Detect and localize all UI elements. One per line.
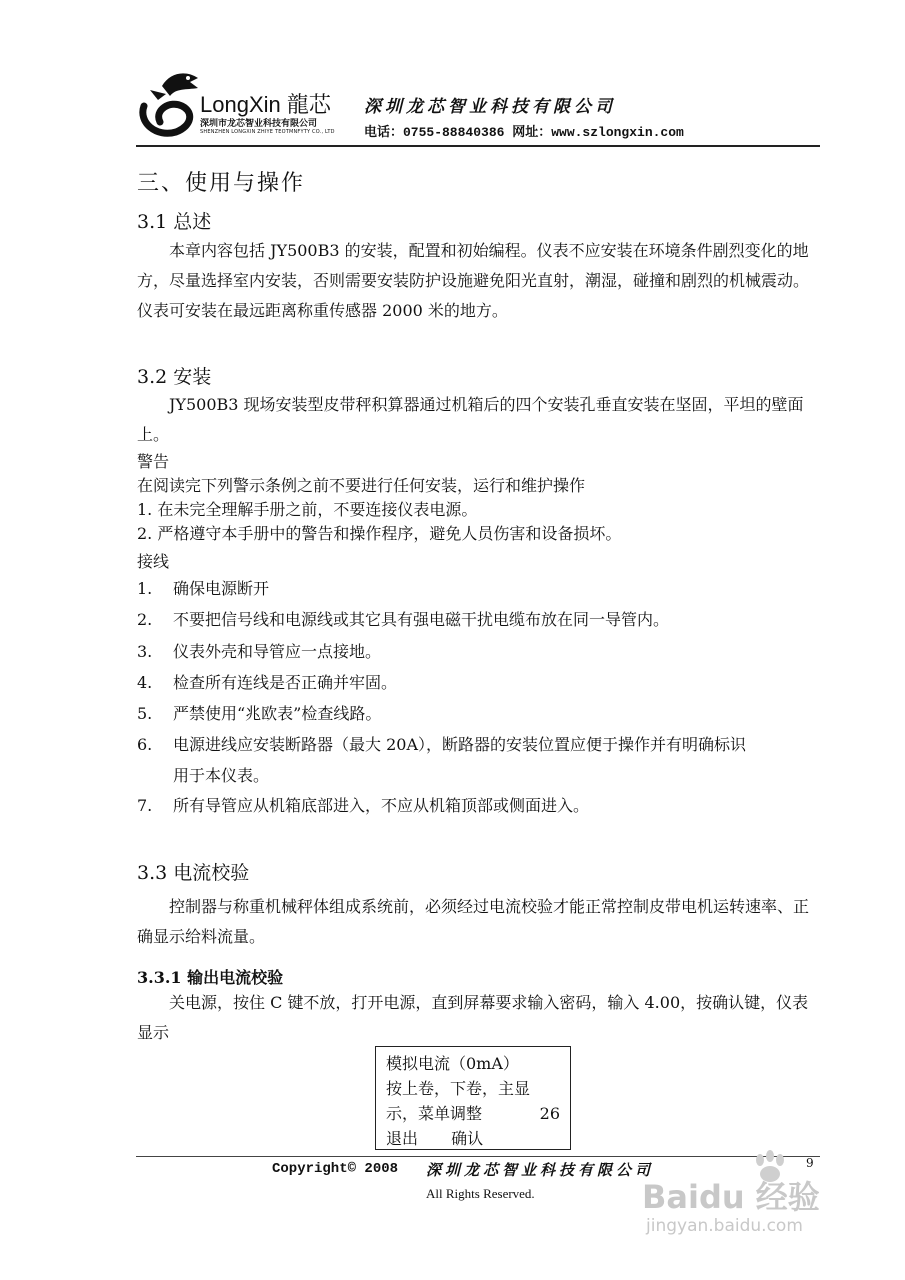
paragraph-3-1: 本章内容包括 JY500B3 的安装，配置和初始编程。仪表不应安装在环境条件剧烈变化的地方，尽量选择室内安装，否则需要安装防护设施避免阳光直射，潮湿，碰撞和剧烈的机械震动。仪表可安装在最远距离称重传感器 2000 米的地方。 [137, 241, 810, 320]
list-item [137, 670, 397, 696]
paragraph-3-3-1: 关电源，按住 C 键不放，打开电源，直到屏幕要求输入密码，输入 4.00，按确认键，仪表显示 [137, 993, 809, 1042]
header-contact: 电话：0755-88840386 网址：www.szlongxin.com [364, 125, 684, 140]
display-line: 按上卷，下卷，主显 [386, 1079, 531, 1098]
display-confirm-label: 确认 [451, 1129, 484, 1148]
list-number: 7. [137, 796, 153, 815]
warning-item: 2. 严格遵守本手册中的警告和操作程序，避免人员伤害和设备损坏。 [137, 524, 622, 543]
list-text: 仪表外壳和导管应一点接地。 [173, 642, 382, 661]
list-text: 检查所有连线是否正确并牢固。 [173, 673, 398, 692]
list-text: 不要把信号线和电源线或其它具有强电磁干扰电缆布放在同一导管内。 [173, 610, 670, 629]
baidu-watermark [642, 1150, 892, 1250]
list-text: 确保电源断开 [173, 579, 270, 598]
list-text: 所有导管应从机箱底部进入，不应从机箱顶部或侧面进入。 [173, 796, 590, 815]
watermark-brand: Baidu 经验 [642, 1178, 820, 1216]
list-item [137, 639, 381, 665]
heading-3-3: 3.3 电流校验 [137, 862, 250, 884]
display-exit-label: 退出 [386, 1129, 419, 1148]
footer-rights: All Rights Reserved. [426, 1186, 535, 1201]
wiring-title: 接线 [137, 552, 170, 571]
page-number: 9 [806, 1156, 814, 1170]
header-company-name: 深圳龙芯智业科技有限公司 [364, 97, 616, 117]
list-item [137, 701, 381, 727]
header [136, 60, 820, 146]
heading-3-2: 3.2 安装 [137, 366, 212, 388]
list-item [137, 793, 589, 819]
list-number: 4. [137, 673, 153, 692]
list-item [137, 732, 746, 758]
list-text: 用于本仪表。 [173, 766, 270, 785]
display-value: 26 [539, 1104, 560, 1123]
list-number: 3. [137, 642, 153, 661]
instrument-display [375, 1046, 571, 1150]
paragraph-3-2: JY500B3 现场安装型皮带秤积算器通过机箱后的四个安装孔垂直安装在坚固，平坦的壁面上。 [137, 395, 804, 444]
paragraph-3-3: 控制器与称重机械秤体组成系统前，必须经过电流校验才能正常控制皮带电机运转速率、正确显示给料流量。 [137, 897, 810, 946]
list-number: 5. [137, 704, 153, 723]
section-title: 三、使用与操作 [137, 171, 306, 196]
display-line [386, 1101, 560, 1126]
footer-copyright: Copyright© 2008 [272, 1161, 399, 1177]
logo-subtitle-en: SHENZHEN LONGXIN ZHIYE TEOTMNFYTY CO., LTD [200, 129, 335, 135]
display-line [386, 1126, 560, 1151]
header-rule [136, 145, 820, 147]
logo-subtitle-cn: 深圳市龙芯智业科技有限公司 [200, 119, 318, 129]
list-item [137, 763, 269, 789]
display-text: 示，菜单调整 [386, 1104, 483, 1123]
logo-text: LongXin 龍芯 [200, 92, 331, 117]
heading-3-3-1: 3.3.1 输出电流校验 [137, 968, 284, 987]
list-number: 6. [137, 735, 153, 754]
list-text: 严禁使用“兆欧表”检查线路。 [173, 704, 382, 723]
watermark-url: jingyan.baidu.com [646, 1216, 803, 1236]
list-text: 电源进线应安装断路器（最大 20A），断路器的安装位置应便于操作并有明确标识 [173, 735, 747, 754]
footer-company-name: 深圳龙芯智业科技有限公司 [426, 1161, 655, 1179]
list-item [137, 607, 669, 633]
list-item [137, 576, 269, 602]
dragon-logo-icon [136, 66, 202, 142]
list-number: 1. [137, 579, 153, 598]
warning-title: 警告 [137, 452, 170, 471]
warning-item: 1. 在未完全理解手册之前，不要连接仪表电源。 [137, 500, 478, 519]
list-number: 2. [137, 610, 153, 629]
warning-intro: 在阅读完下列警示条例之前不要进行任何安装，运行和维护操作 [137, 476, 586, 495]
display-line: 模拟电流（0mA） [386, 1054, 519, 1073]
heading-3-1: 3.1 总述 [137, 211, 212, 233]
